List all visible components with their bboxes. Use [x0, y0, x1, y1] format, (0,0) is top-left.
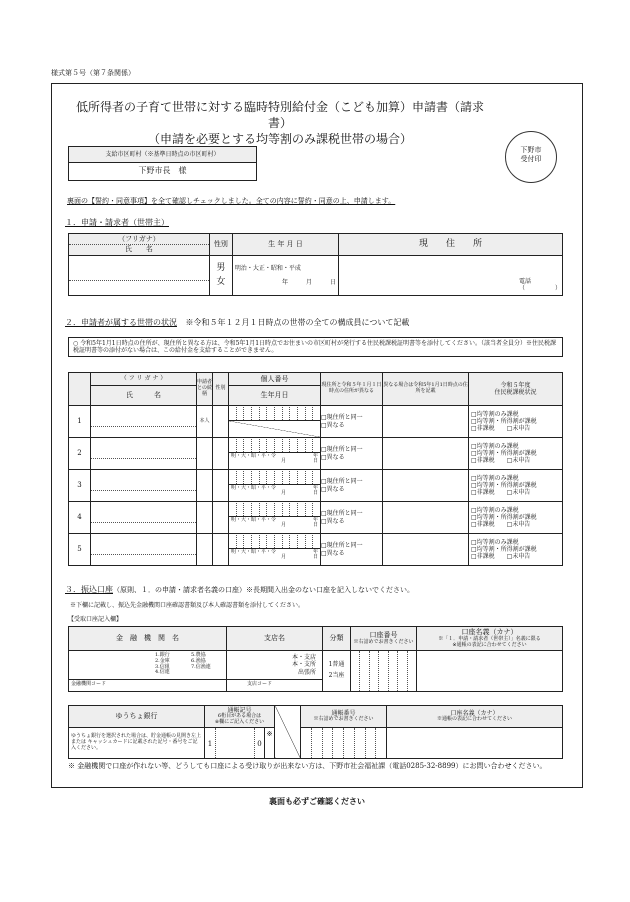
bottom-notice: 裏面も必ずご確認ください	[269, 796, 365, 806]
yucho-mark: ※	[264, 728, 274, 758]
tax-option-1[interactable]: □均等割のみ課税	[471, 410, 519, 418]
tax-option-4[interactable]: □未申告	[506, 553, 531, 561]
tax-option-2[interactable]: □均等割・所得割が課税	[471, 417, 537, 425]
category-header: 分類	[323, 627, 351, 651]
ordinary-option[interactable]: 1普通	[328, 661, 345, 669]
tax-option-3[interactable]: □非課税	[471, 521, 495, 529]
yucho-desc: ゆうちょ銀行を選択された場合は、貯金通帳の見開き左上または キャッシュカードに記載された記号・番号をご記入ください。	[69, 728, 205, 759]
sex-header: 性別	[209, 234, 232, 256]
yucho-header: ゆうちょ銀行	[69, 706, 205, 728]
address-header: 現 住 所	[339, 234, 563, 256]
hh-mynumber-cell[interactable]	[229, 470, 321, 502]
hh-tax-cell[interactable]	[469, 534, 563, 566]
branch-code-label: 支店コード	[247, 681, 273, 688]
municipality-box	[68, 146, 257, 181]
row-number: 3	[69, 470, 91, 502]
day-label: 日	[312, 554, 318, 561]
holder-header	[417, 627, 563, 651]
tax-option-2[interactable]: □均等割・所得割が課税	[471, 545, 537, 553]
ymd-label: 年 月 日	[281, 278, 336, 286]
hh-mynumber-header: 個人番号	[229, 373, 321, 386]
year-label: 年	[312, 484, 318, 491]
bank-type-option[interactable]: 7.信漁連	[191, 663, 211, 670]
applicant-table	[68, 233, 563, 296]
year-label: 年	[312, 452, 318, 459]
hh-name-cell[interactable]	[91, 438, 197, 470]
form-title	[70, 99, 490, 148]
era-options: 明・大・昭・平・令	[231, 548, 277, 555]
account-number-label: 口座番号	[369, 631, 398, 640]
diff-option[interactable]: □異なる	[321, 453, 345, 461]
yucho-number-label: 通帳番号	[331, 710, 356, 718]
month-label: 月	[281, 522, 287, 529]
yucho-number-note: ※右詰めでお書きください	[313, 716, 374, 723]
agreement-statement: 裏面の【誓約・同意事項】を全て確認しチェックしました。全ての内容に誓約・同意の上、申請します。	[67, 197, 396, 205]
tax-option-4[interactable]: □未申告	[506, 521, 531, 529]
row-number: 5	[69, 534, 91, 566]
month-label: 月	[281, 490, 287, 497]
branch-type-option[interactable]: 本・支店	[291, 654, 316, 662]
row-number: 1	[69, 406, 91, 438]
hh-furigana-header: （ フ リ ガ ナ ）	[91, 373, 197, 386]
tax-option-2[interactable]: □均等割・所得割が課税	[471, 513, 537, 521]
title-line1: 低所得者の子育て世帯に対する臨時特別給付金（こども加算）申請書（請求書）	[75, 100, 484, 131]
hh-prev-address-cell[interactable]	[383, 534, 469, 566]
bank-header: 金 融 機 関 名	[69, 627, 227, 651]
tax-option-2[interactable]: □均等割・所得割が課税	[471, 481, 537, 489]
day-label: 日	[312, 490, 318, 497]
tax-option-1[interactable]: □均等割のみ課税	[471, 506, 519, 514]
hh-relation-cell[interactable]	[197, 438, 213, 470]
hh-mynumber-cell[interactable]	[229, 438, 321, 470]
day-label: 日	[312, 458, 318, 465]
holder-label: 口座名義（カナ）	[461, 628, 518, 637]
day-label: 日	[312, 522, 318, 529]
hh-sex-header: 性別	[213, 373, 229, 406]
section1-heading: １．申請・請求者（世帯主）	[65, 218, 169, 227]
hh-prev-address-cell[interactable]	[383, 502, 469, 534]
hh-relation-cell[interactable]	[197, 534, 213, 566]
section3-heading-row	[65, 585, 414, 595]
bank-name-cell[interactable]	[69, 651, 227, 692]
branch-type-option[interactable]: 出張所	[297, 668, 316, 676]
tax-option-1[interactable]: □均等割のみ課税	[471, 474, 519, 482]
section3-attach-note: ※下欄に記載し、振込先金融機関口座確認書類及び本人確認書類を添付してください。	[70, 602, 305, 609]
yucho-digit-0: 0	[254, 728, 264, 758]
branch-header: 支店名	[227, 627, 323, 651]
hh-mynumber-cell[interactable]	[229, 502, 321, 534]
section2-note: ※令和５年１２月１日時点の世帯の全ての構成員について記載	[185, 318, 410, 327]
furigana-label: （フリガナ）	[69, 235, 209, 245]
era-options: 明・大・昭・平・令	[231, 484, 277, 491]
hh-sex-cell[interactable]	[213, 470, 229, 502]
year-label: 年	[312, 548, 318, 555]
yucho-number-cell[interactable]	[301, 728, 387, 759]
year-label: 年	[312, 516, 318, 523]
section3-heading: ３．振込口座	[65, 585, 113, 594]
diff-option[interactable]: □異なる	[321, 549, 345, 557]
hh-tax-cell[interactable]	[469, 502, 563, 534]
address-cell[interactable]	[339, 256, 563, 296]
account-number-note: ※右詰めでお書きください	[353, 639, 414, 645]
hh-sex-cell[interactable]	[213, 534, 229, 566]
branch-cell[interactable]	[227, 651, 323, 692]
tax-option-1[interactable]: □均等割のみ課税	[471, 442, 519, 450]
table-row	[69, 534, 563, 566]
tax-option-4[interactable]: □未申告	[506, 457, 531, 465]
bank-type-option[interactable]: 4.信連	[155, 669, 170, 676]
hh-jan1-header: 現住所と令和５年１月１日時点の住所が異なる	[321, 373, 383, 406]
hh-prev-address-cell[interactable]	[383, 406, 469, 438]
branch-type-option[interactable]: 本・支所	[291, 661, 316, 669]
yucho-digit-1: 1	[207, 740, 213, 748]
row-number: 2	[69, 438, 91, 470]
tax-option-3[interactable]: □非課税	[471, 553, 495, 561]
form-number: 様式第５号（第７条関係）	[51, 69, 135, 77]
female-option[interactable]: 女	[216, 276, 226, 287]
section3-heading-note: （原則、１．の申請・請求者名義の口座）※長期間入出金のない口座を記入しないでください。	[113, 586, 414, 594]
hh-jan1-cell[interactable]	[321, 438, 383, 470]
era-options: 明治・大正・昭和・平成	[234, 265, 301, 273]
yucho-table	[68, 705, 563, 759]
hh-tax-header: 令和５年度 住民税課税状況	[469, 373, 563, 406]
sex-cell[interactable]	[209, 256, 232, 296]
hh-jan1-cell[interactable]	[321, 502, 383, 534]
section2-notice: ○ 令和5年1月1日時点の住所が、現住所と異なる方は、令和5年1月1日時点でお住まいの市区町村が発行する住民税課税証明書等を添付してください。（該当者全員分）※住民税課税証明書等の添付がない場合は、この給付金を支給することができません。	[68, 337, 563, 357]
applicant-name-cell[interactable]	[69, 256, 210, 296]
diff-option[interactable]: □異なる	[321, 485, 345, 493]
hh-mynumber-cell[interactable]	[229, 406, 321, 438]
hh-prev-address-cell[interactable]	[383, 438, 469, 470]
hh-prev-address-header: 異なる場合は令和5年1月1日時点の住所を記載	[383, 373, 469, 406]
hh-mynumber-cell[interactable]	[229, 534, 321, 566]
bank-label: 【受取口座記入欄】	[68, 616, 123, 623]
table-row	[69, 502, 563, 534]
receipt-stamp-circle: 下野市 受付印	[505, 131, 557, 183]
same-option[interactable]: □現住所と同一	[321, 446, 363, 454]
birth-cell[interactable]	[232, 256, 338, 296]
account-number-header	[351, 627, 417, 651]
tax-option-4[interactable]: □未申告	[506, 489, 531, 497]
diff-option[interactable]: □異なる	[321, 421, 345, 429]
month-label: 月	[281, 458, 287, 465]
applicant-name-header	[69, 234, 210, 256]
hh-sex-cell[interactable]	[213, 438, 229, 470]
bank-code-label: 金融機関コード	[71, 681, 107, 688]
bank-type-option[interactable]: 3.信組	[155, 663, 170, 670]
yucho-holder-header	[387, 706, 563, 728]
yucho-code-note: 6桁目がある場合は ※欄にご記入ください	[214, 713, 265, 726]
hh-relation-cell[interactable]	[197, 470, 213, 502]
hh-tax-cell[interactable]	[469, 470, 563, 502]
hh-sex-cell[interactable]	[213, 502, 229, 534]
tax-option-2[interactable]: □均等割・所得割が課税	[471, 449, 537, 457]
name-label: 氏 名	[124, 245, 153, 253]
tax-option-4[interactable]: □未申告	[506, 425, 531, 433]
same-option[interactable]: □現住所と同一	[321, 510, 363, 518]
footer-note: ※ 金融機関で口座が作れない等、どうしても口座による受け取りが出来ない方は、下野市社会福祉課（電話0285-32-8899）にお問い合わせください。	[68, 762, 547, 770]
table-row	[69, 406, 563, 438]
holder-note: ※「１．申請・請求者（世帯主）」名義に限る ※通帳の表記に合わせてください	[438, 636, 541, 648]
current-option[interactable]: 2当座	[328, 672, 345, 679]
yucho-divider	[275, 706, 301, 759]
hh-name-cell[interactable]	[91, 406, 197, 438]
yucho-number-header	[301, 706, 387, 728]
yucho-code-cell[interactable]	[205, 728, 275, 759]
hh-relation-cell[interactable]	[197, 502, 213, 534]
municipality-value: 下野市長 様	[69, 163, 257, 181]
hh-jan1-cell[interactable]	[321, 534, 383, 566]
yucho-holder-cell[interactable]	[387, 728, 563, 759]
table-row	[69, 470, 563, 502]
hh-birth-header: 生年月日	[229, 386, 321, 406]
era-options: 明・大・昭・平・令	[231, 516, 277, 523]
hh-tax-cell[interactable]	[469, 406, 563, 438]
hh-sex-cell[interactable]	[213, 406, 229, 438]
month-label: 月	[281, 554, 287, 561]
yucho-holder-note: ※通帳の表記に合わせてください	[436, 716, 512, 723]
row-number: 4	[69, 502, 91, 534]
yucho-code-header	[205, 706, 275, 728]
phone-label: 電話 （ ）	[519, 277, 562, 292]
section2-heading-row	[65, 318, 409, 328]
hh-relation-cell: 本人	[197, 406, 213, 438]
hh-prev-address-cell[interactable]	[383, 470, 469, 502]
tax-option-3[interactable]: □非課税	[471, 457, 495, 465]
bank-type-option[interactable]: 6.漁協	[191, 657, 206, 664]
title-line2: （申請を必要とする均等割のみ課税世帯の場合）	[147, 132, 412, 147]
hh-relation-header: 申請者との続柄	[197, 373, 213, 406]
birth-header: 生 年 月 日	[232, 234, 338, 256]
hh-tax-cell[interactable]	[469, 438, 563, 470]
tax-option-3[interactable]: □非課税	[471, 489, 495, 497]
hh-jan1-cell[interactable]	[321, 470, 383, 502]
same-option[interactable]: □現住所と同一	[321, 478, 363, 486]
era-options: 明・大・昭・平・令	[231, 452, 277, 459]
yucho-holder-label: 口座名義（カナ）	[450, 710, 499, 718]
account-number-cell[interactable]	[351, 651, 417, 692]
bank-table	[68, 626, 563, 692]
municipality-header: 支給市区町村（※基準日時点の市区町村）	[69, 147, 257, 163]
table-row	[69, 438, 563, 470]
hh-name-cell[interactable]	[91, 534, 197, 566]
tax-option-1[interactable]: □均等割のみ課税	[471, 538, 519, 546]
yucho-code-label: 通帳記号	[227, 707, 252, 715]
category-cell[interactable]	[323, 651, 351, 692]
household-table	[68, 372, 563, 566]
male-option[interactable]: 男	[216, 263, 226, 273]
hh-name-cell[interactable]	[91, 470, 197, 502]
hh-name-header: 氏 名	[91, 386, 197, 406]
same-option[interactable]: □現住所と同一	[321, 414, 363, 422]
tax-option-3[interactable]: □非課税	[471, 425, 495, 433]
bank-type-option[interactable]: 1.銀行	[155, 652, 170, 659]
bank-type-option[interactable]: 5.農協	[191, 652, 206, 659]
hh-name-cell[interactable]	[91, 502, 197, 534]
same-option[interactable]: □現住所と同一	[321, 542, 363, 550]
diff-option[interactable]: □異なる	[321, 517, 345, 525]
holder-cell[interactable]	[417, 651, 563, 692]
section2-heading: ２．申請者が属する世帯の状況	[65, 318, 177, 327]
hh-jan1-cell[interactable]	[321, 406, 383, 438]
bank-type-option[interactable]: 2.金庫	[155, 657, 170, 664]
